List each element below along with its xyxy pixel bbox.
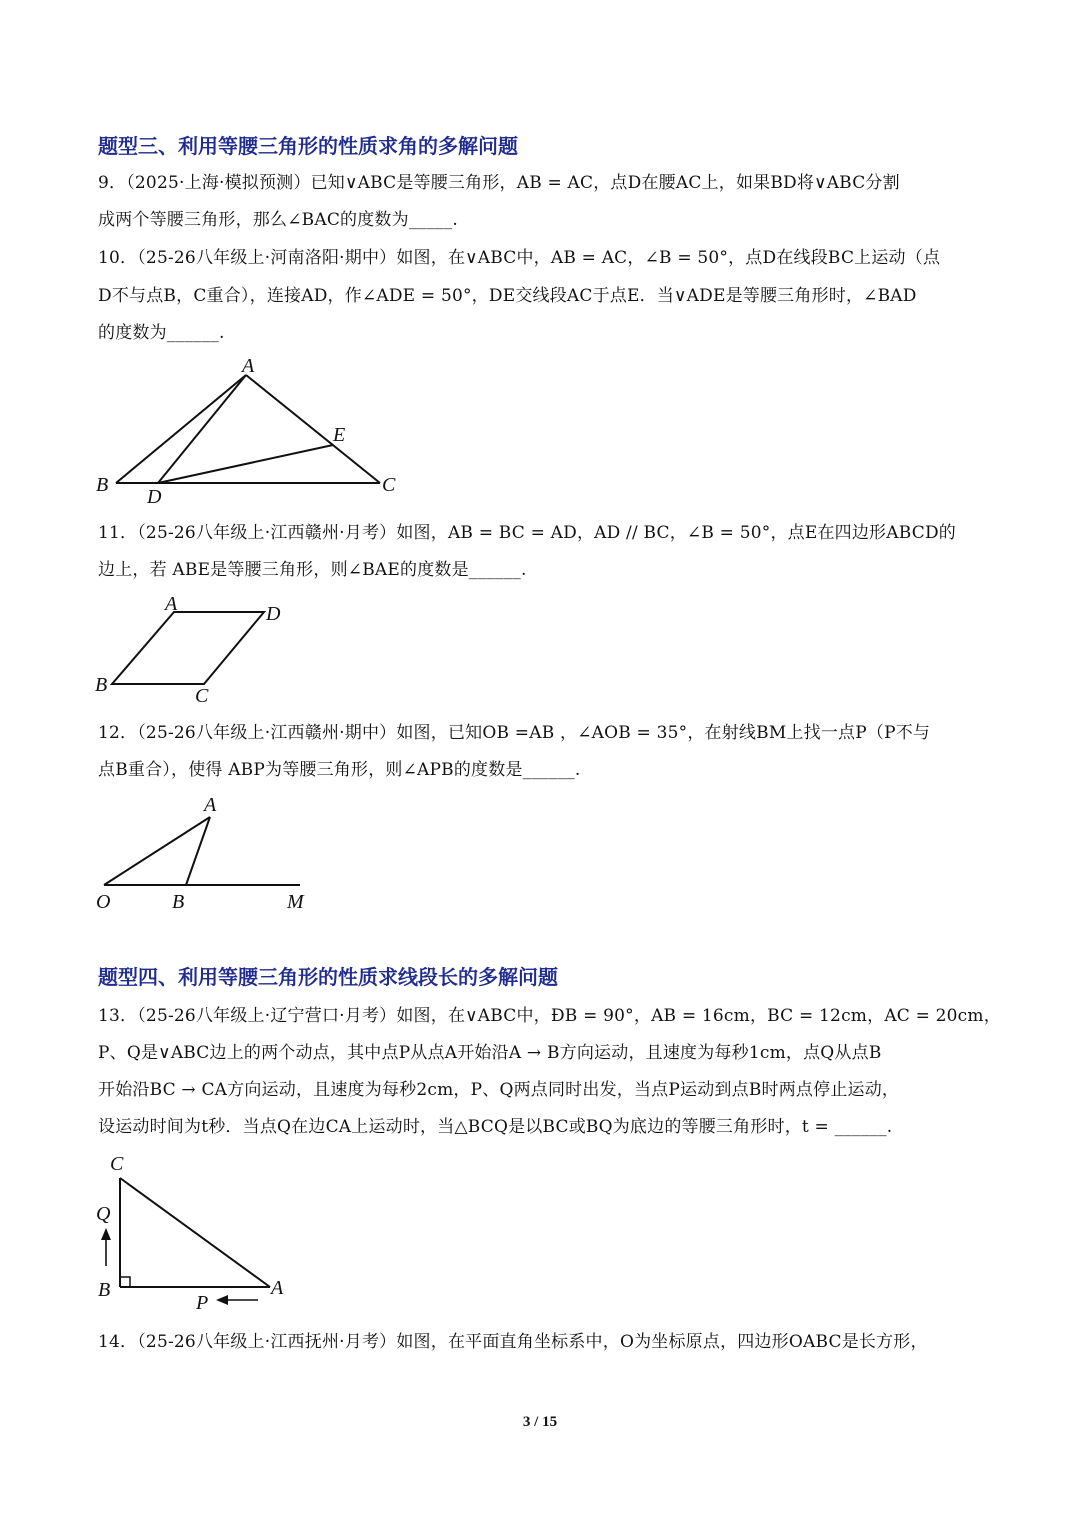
q9-line2: 成两个等腰三角形，那么∠BAC的度数为_____. — [98, 210, 458, 230]
q13-line3: 开始沿BC → CA方向运动，且速度为每秒2cm，P、Q两点同时出发，当点P运动到点B时两点停止运动， — [98, 1080, 900, 1100]
q13-label-p: P — [196, 1292, 209, 1314]
page-number: 3 / 15 — [522, 1414, 558, 1430]
q10-label-d: D — [147, 486, 162, 508]
q12-label-a: A — [204, 794, 217, 816]
q10-label-b: B — [96, 474, 109, 496]
q13-figure — [90, 1148, 310, 1318]
q11-label-a: A — [165, 593, 178, 615]
q10-line3: 的度数为______. — [98, 323, 225, 343]
q11-line2: 边上，若 ABE是等腰三角形，则∠BAE的度数是______. — [98, 560, 527, 580]
q13-line1: 13．（25-26八年级上·辽宁营口·月考）如图，在∨ABC中，ÐB = 90°，AB = 16cm，BC = 12cm，AC = 20cm， — [98, 1006, 1001, 1026]
q10-line1: 10．（25-26八年级上·河南洛阳·期中）如图，在∨ABC中，AB = AC，∠B = 50°，点D在线段BC上运动（点 — [98, 248, 941, 268]
q10-segment-ab — [116, 375, 246, 483]
q13-label-a: A — [271, 1277, 284, 1299]
q12-line2: 点B重合），使得 ABP为等腰三角形，则∠APB的度数是______. — [98, 760, 581, 780]
q12-line1: 12．（25-26八年级上·江西赣州·期中）如图，已知OB =AB ，∠AOB = 35°，在射线BM上找一点P（P不与 — [98, 723, 931, 743]
q13-label-c: C — [110, 1153, 124, 1175]
q10-segment-ac — [246, 375, 380, 483]
q12-label-o: O — [96, 891, 111, 913]
q13-right-angle-mark — [120, 1277, 130, 1287]
q12-segment-ab — [186, 817, 210, 885]
q12-label-m: M — [287, 891, 304, 913]
section4-title: 题型四、利用等腰三角形的性质求线段长的多解问题 — [98, 965, 558, 989]
section3-title: 题型三、利用等腰三角形的性质求角的多解问题 — [98, 134, 518, 158]
q12-segment-oa — [104, 817, 210, 885]
q13-line2: P、Q是∨ABC边上的两个动点，其中点P从点A开始沿A → B方向运动，且速度为每秒1cm，点Q从点B — [98, 1043, 882, 1063]
q11-line1: 11．（25-26八年级上·江西赣州·月考）如图，AB = BC = AD，AD // BC，∠B = 50°，点E在四边形ABCD的 — [98, 523, 956, 543]
q13-arrow-up-head — [101, 1228, 111, 1240]
q11-label-d: D — [266, 603, 281, 625]
q11-label-c: C — [195, 685, 209, 707]
q13-label-q: Q — [96, 1203, 111, 1225]
q11-label-b: B — [95, 674, 108, 696]
q12-label-b: B — [172, 891, 185, 913]
q10-label-c: C — [382, 474, 396, 496]
q11-quadrilateral — [112, 612, 264, 684]
q14-line1: 14．（25-26八年级上·江西抚州·月考）如图，在平面直角坐标系中，O为坐标原点，四边形OABC是长方形， — [98, 1332, 928, 1352]
q13-arrow-left-head — [216, 1295, 228, 1305]
q12-figure — [90, 792, 330, 917]
q10-figure — [90, 355, 410, 510]
q10-label-e: E — [333, 424, 346, 446]
q13-line4: 设运动时间为t秒．当点Q在边CA上运动时，当△BCQ是以BC或BQ为底边的等腰三角形时，t = ______. — [98, 1117, 893, 1137]
q11-figure — [90, 592, 310, 707]
q9-line1: 9．（2025·上海·模拟预测）已知∨ABC是等腰三角形，AB = AC，点D在腰AC上，如果BD将∨ABC分割 — [98, 173, 900, 193]
q10-line2: D不与点B，C重合），连接AD，作∠ADE = 50°，DE交线段AC于点E．当∨ADE是等腰三角形时，∠BAD — [98, 286, 917, 306]
q10-label-a: A — [242, 355, 255, 377]
q13-segment-ca — [120, 1178, 270, 1287]
q13-label-b: B — [98, 1279, 111, 1301]
